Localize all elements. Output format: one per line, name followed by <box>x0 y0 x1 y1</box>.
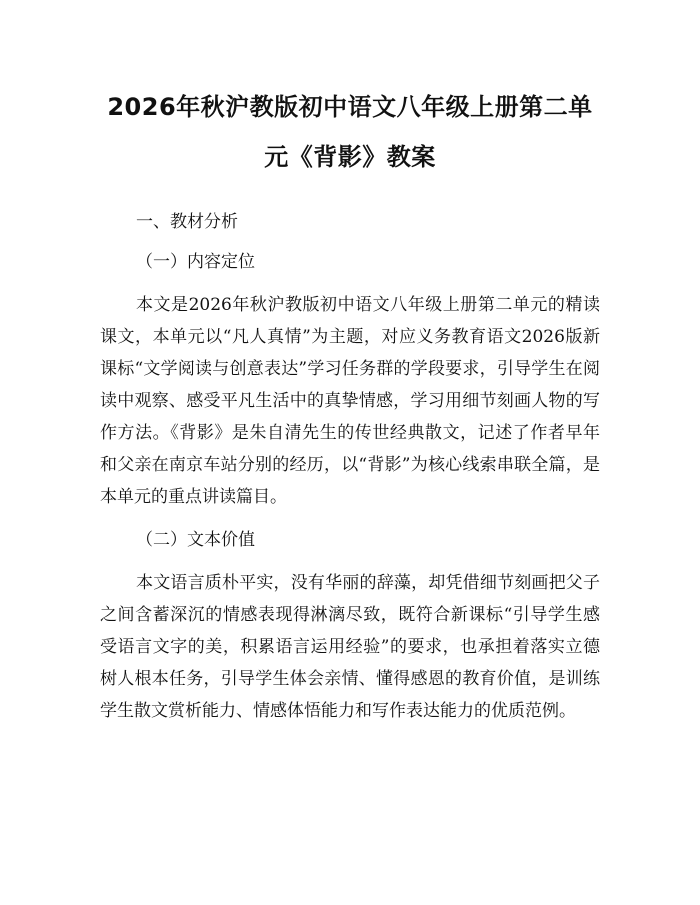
document-title-line-2: 元《背影》教案 <box>264 143 436 171</box>
subsection-heading-text-value: （二）文本价值 <box>136 530 255 550</box>
subsection-heading-content-positioning: （一）内容定位 <box>136 252 255 272</box>
document-title <box>100 82 600 182</box>
paragraph-text-value: 本文语言质朴平实，没有华丽的辞藻，却凭借细节刻画把父子之间含蓄深沉的情感表现得淋漓尽致，既符合新课标“引导学生感受语言文字的美，积累语言运用经验”的要求，也承担着落实立德树人根本任务，引导学生体会亲情、懂得感恩的教育价值，是训练学生散文赏析能力、情感体悟能力和写作表达能力的优质范例。 <box>100 573 600 721</box>
document-title-line-1: 2026年秋沪教版初中语文八年级上册第二单 <box>107 93 593 121</box>
section-heading-teaching-material-analysis: 一、教材分析 <box>136 212 238 232</box>
paragraph-content-positioning: 本文是2026年秋沪教版初中语文八年级上册第二单元的精读课文，本单元以“凡人真情”为主题，对应义务教育语文2026版新课标“文学阅读与创意表达”学习任务群的学段要求，引导学生在阅读中观察、感受平凡生活中的真挚情感，学习用细节刻画人物的写作方法。《背影》是朱自清先生的传世经典散文，记述了作者早年和父亲在南京车站分别的经历，以“背影”为核心线索串联全篇，是本单元的重点讲读篇目。 <box>100 295 600 507</box>
